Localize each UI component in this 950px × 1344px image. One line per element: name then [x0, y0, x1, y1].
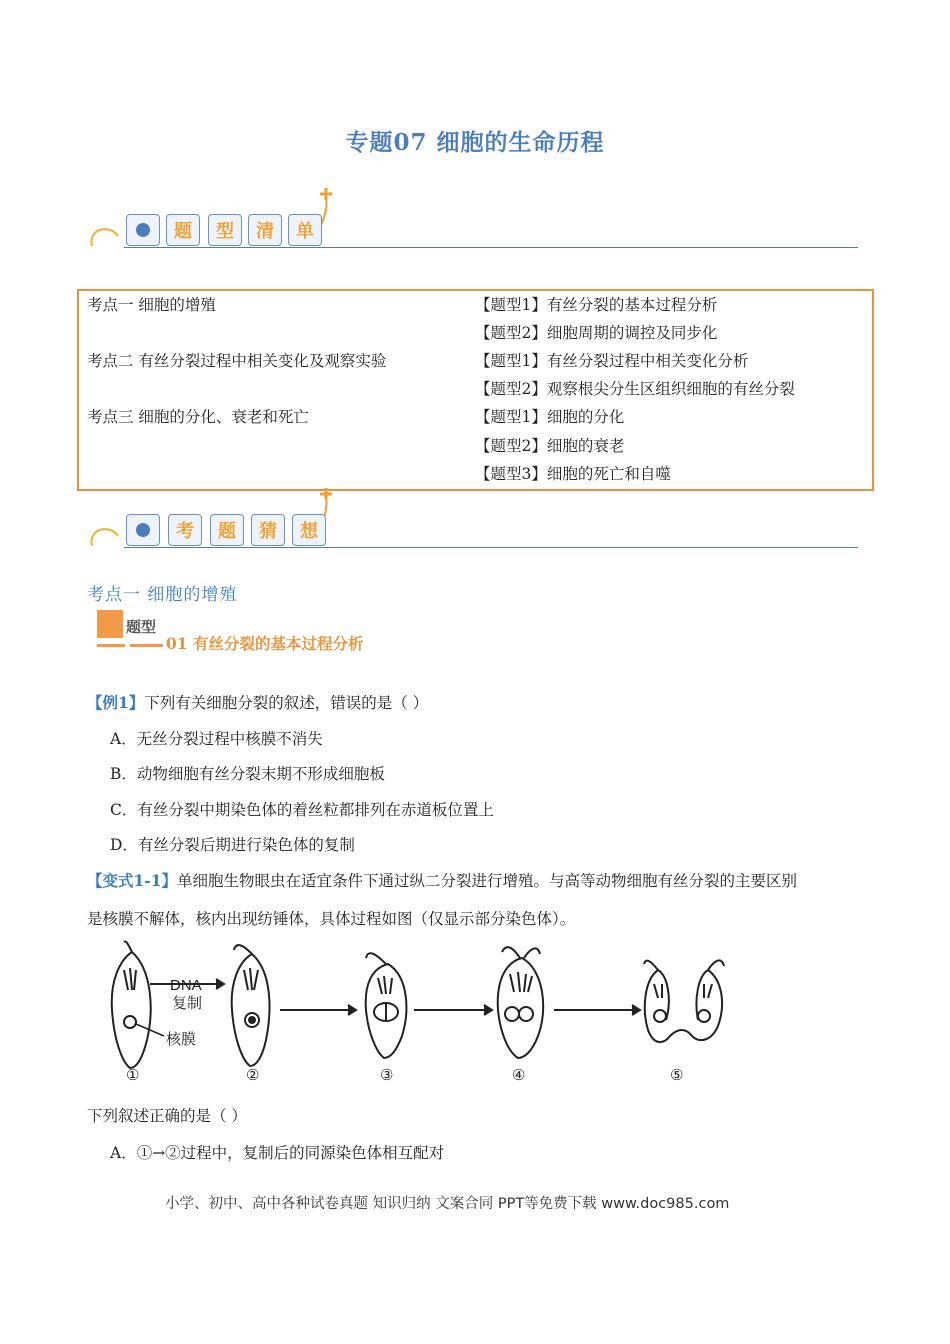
figure-label-copy: 复制: [172, 995, 203, 1012]
question-type-list: [77, 289, 874, 491]
section-banner-question-types: [88, 188, 858, 258]
toc-type: 【题型2】细胞周期的调控及同步化: [475, 324, 718, 342]
banner-char: 猜: [251, 514, 285, 546]
figure-label-membrane: 核膜: [166, 1031, 197, 1048]
toc-type: 【题型1】有丝分裂过程中相关变化分析: [475, 352, 749, 370]
section-banner-exam-prediction: [88, 488, 858, 558]
toc-type: 【题型2】观察根尖分生区组织细胞的有丝分裂: [475, 380, 795, 398]
variant-1-1-stem: [87, 871, 797, 891]
banner-divider: [124, 247, 858, 248]
variant-stem-line2: 是核膜不解体，核内出现纺锤体，具体过程如图（仅显示部分染色体）。: [87, 910, 576, 928]
toc-type: 【题型1】细胞的分化: [475, 408, 625, 426]
variant-question: 下列叙述正确的是（ ）: [87, 1107, 247, 1125]
section-heading: 考点一 细胞的增殖: [87, 585, 238, 605]
stage-label: ⑤: [670, 1067, 684, 1084]
banner-char: 题: [166, 214, 200, 246]
page-title: 专题07 细胞的生命历程: [345, 129, 605, 156]
stage-label: ④: [512, 1067, 526, 1084]
banner-dot-icon: [126, 514, 160, 546]
toc-point: 考点三 细胞的分化、衰老和死亡: [87, 408, 309, 426]
example-stem-text: 下列有关细胞分裂的叙述，错误的是（ ）: [144, 694, 429, 712]
type-badge-label: 题型: [126, 618, 157, 636]
variant-option-a: A．①→②过程中，复制后的同源染色体相互配对: [110, 1144, 445, 1162]
page-footer: 小学、初中、高中各种试卷真题 知识归纳 文案合同 PPT等免费下载 www.doc985.com: [165, 1196, 730, 1212]
toc-point: 考点一 细胞的增殖: [87, 296, 216, 314]
stage-label: ②: [246, 1067, 260, 1084]
banner-divider: [124, 547, 858, 548]
toc-point: 考点二 有丝分裂过程中相关变化及观察实验: [87, 352, 387, 370]
banner-dot-icon: [126, 214, 160, 246]
example-1-stem: [87, 693, 428, 713]
option-b: B．动物细胞有丝分裂末期不形成细胞板: [110, 765, 385, 783]
banner-char: 想: [292, 514, 326, 546]
toc-type: 【题型1】有丝分裂的基本过程分析: [475, 296, 718, 314]
type-badge: [97, 610, 167, 650]
stage-label: ①: [126, 1067, 140, 1084]
example-label: 【例1】: [87, 693, 145, 712]
variant-label: 【变式1-1】: [87, 871, 178, 890]
variant-stem-line1: 单细胞生物眼虫在适宜条件下通过纵二分裂进行增殖。与高等动物细胞有丝分裂的主要区别: [177, 872, 798, 890]
type-title: 01 有丝分裂的基本过程分析: [166, 634, 364, 653]
stage-label: ③: [380, 1067, 394, 1084]
toc-type: 【题型3】细胞的死亡和自噬: [475, 465, 671, 483]
option-c: C．有丝分裂中期染色体的着丝粒都排列在赤道板位置上: [110, 801, 494, 819]
toc-type: 【题型2】细胞的衰老: [475, 437, 625, 455]
banner-char: 型: [208, 214, 242, 246]
banner-char: 单: [288, 214, 322, 246]
euglena-division-figure: [92, 940, 752, 1085]
figure-label-dna: DNA: [170, 977, 202, 994]
banner-char: 考: [168, 514, 202, 546]
banner-char: 清: [248, 214, 282, 246]
banner-char: 题: [210, 514, 244, 546]
option-d: D．有丝分裂后期进行染色体的复制: [110, 836, 355, 854]
option-a: A．无丝分裂过程中核膜不消失: [110, 730, 323, 748]
